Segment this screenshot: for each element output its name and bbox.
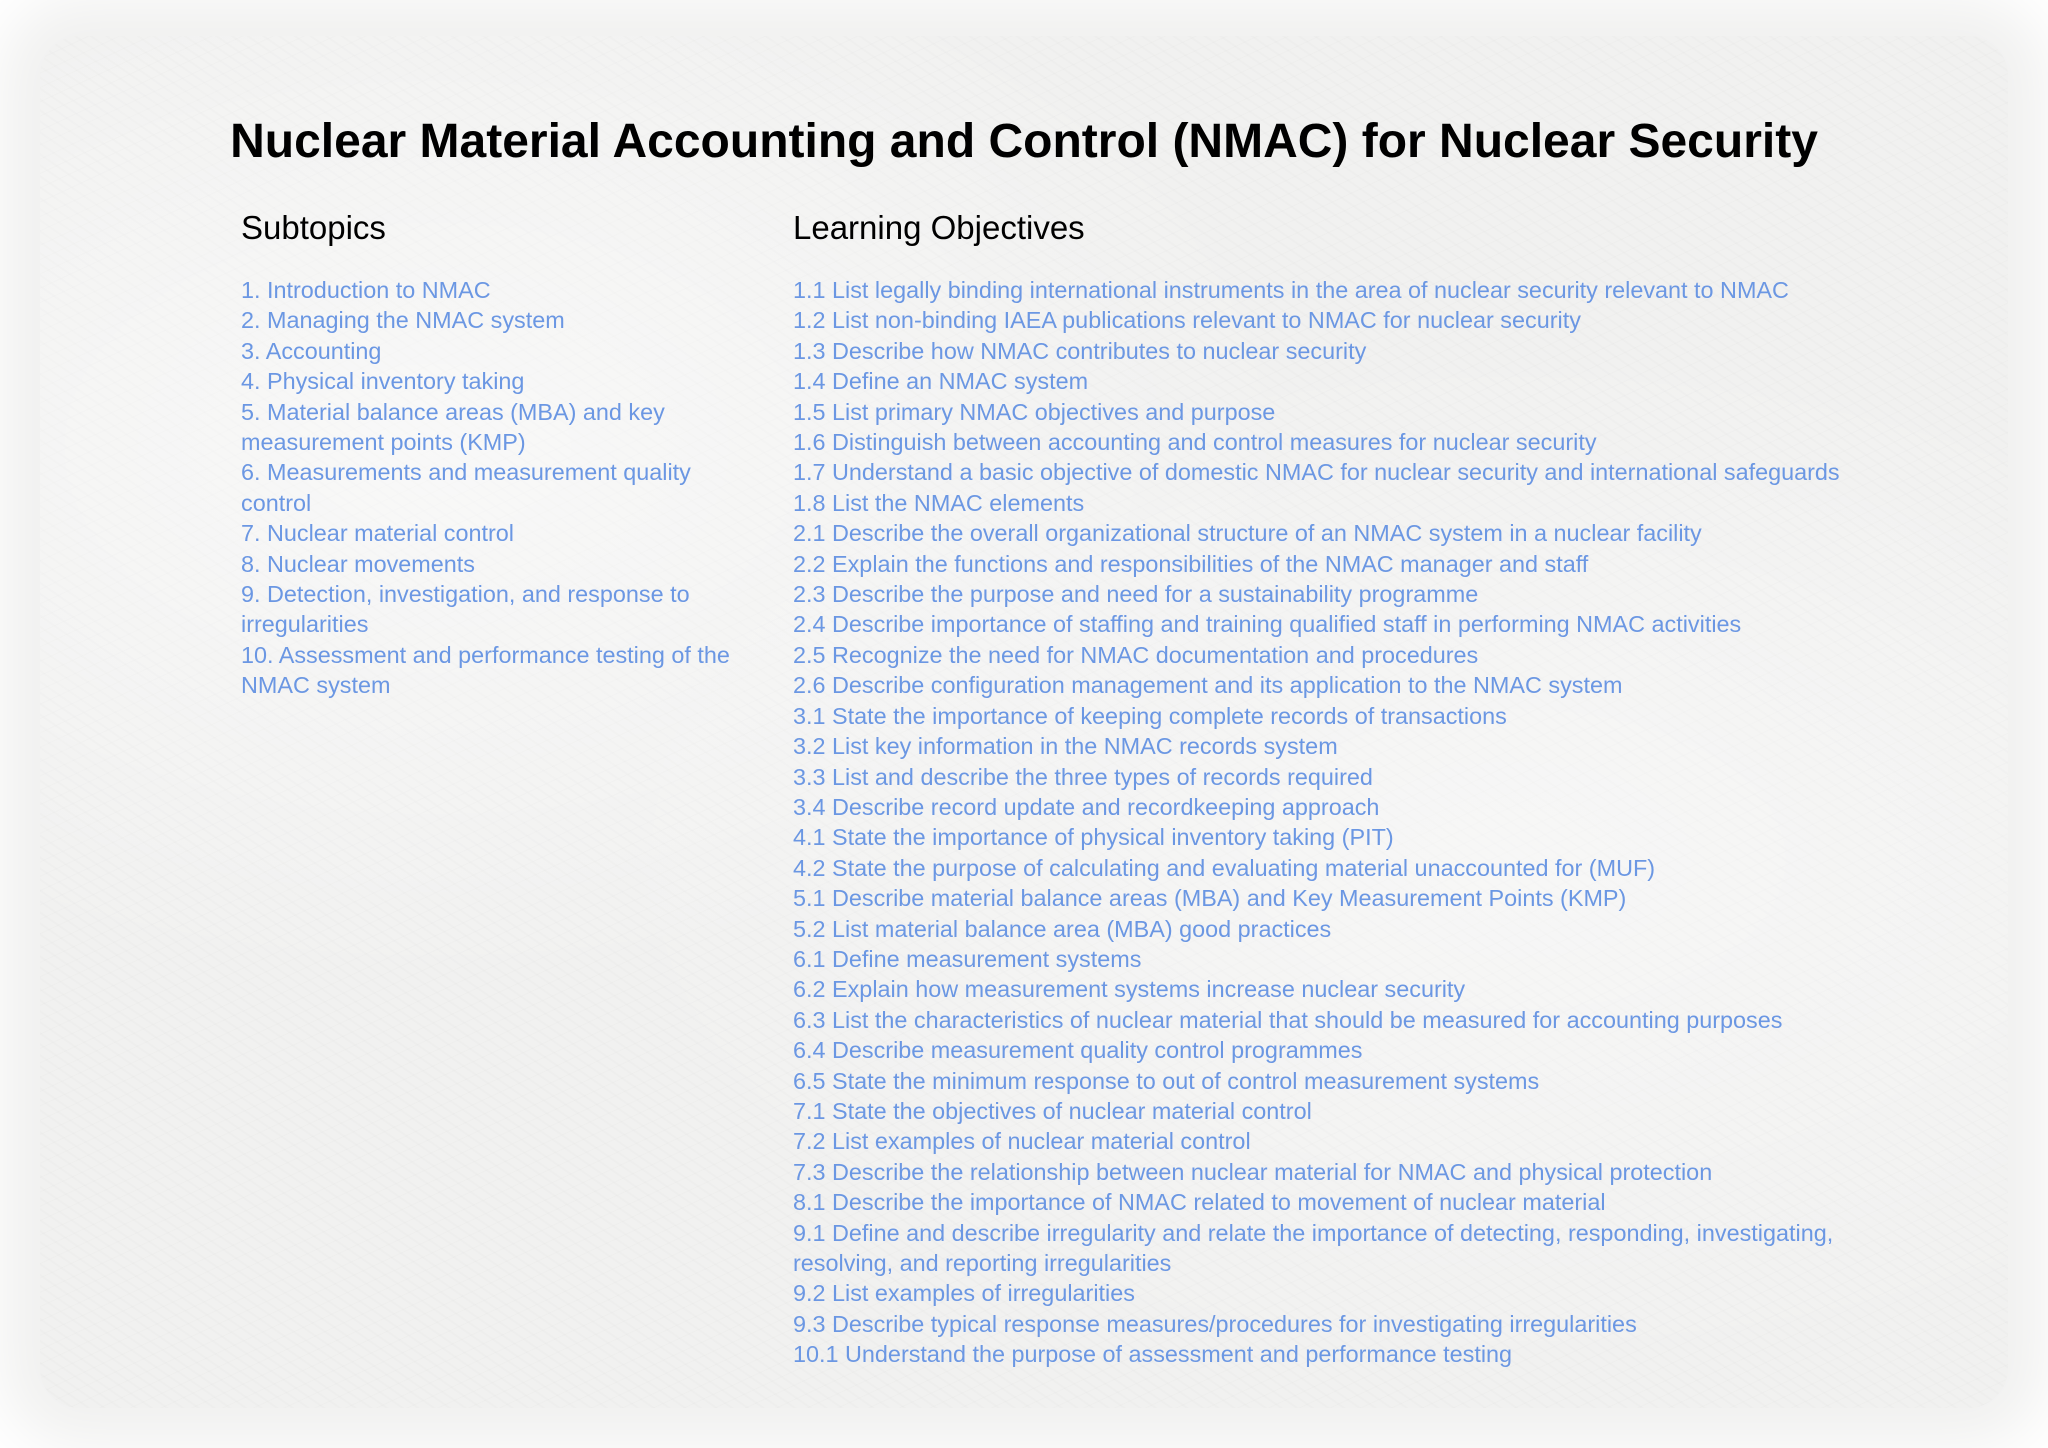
page-title: Nuclear Material Accounting and Control (NMAC) for Nuclear Security [230,115,1818,168]
subtopic-item: 3. Accounting [241,337,382,364]
objective-item: 7.2 List examples of nuclear material control [793,1128,1251,1155]
learning-objectives-list [793,275,1903,1370]
objective-item: 2.4 Describe importance of staffing and training qualified staff in performing NMAC activities [793,611,1742,638]
subtopic-item: 10. Assessment and performance testing of the NMAC system [241,641,730,699]
subtopics-list [241,275,731,701]
objective-item: 5.1 Describe material balance areas (MBA) and Key Measurement Points (KMP) [793,885,1627,912]
objective-item: 3.3 List and describe the three types of records required [793,763,1373,790]
objective-item: 9.2 List examples of irregularities [793,1280,1135,1307]
objective-item: 2.2 Explain the functions and responsibilities of the NMAC manager and staff [793,550,1589,577]
objective-item: 6.4 Describe measurement quality control programmes [793,1037,1363,1064]
learning-objectives-heading: Learning Objectives [793,209,1085,246]
objective-item: 3.1 State the importance of keeping complete records of transactions [793,702,1507,729]
objective-item: 4.2 State the purpose of calculating and evaluating material unaccounted for (MUF) [793,854,1656,881]
objective-item: 7.3 Describe the relationship between nuclear material for NMAC and physical protection [793,1158,1713,1185]
subtopic-item: 1. Introduction to NMAC [241,277,491,303]
objective-item: 2.6 Describe configuration management and its application to the NMAC system [793,672,1623,699]
objective-item: 1.4 Define an NMAC system [793,368,1089,395]
subtopic-item: 4. Physical inventory taking [241,368,525,395]
objective-item: 6.1 Define measurement systems [793,945,1142,972]
objective-item: 1.5 List primary NMAC objectives and purpose [793,398,1276,425]
objective-item: 10.1 Understand the purpose of assessment and performance testing [793,1341,1513,1368]
objective-item: 2.5 Recognize the need for NMAC documentation and procedures [793,641,1479,668]
objective-item: 8.1 Describe the importance of NMAC related to movement of nuclear material [793,1189,1606,1216]
subtopic-item: 7. Nuclear material control [241,520,515,547]
objective-item: 1.2 List non-binding IAEA publications relevant to NMAC for nuclear security [793,307,1581,334]
objective-item: 4.1 State the importance of physical inventory taking (PIT) [793,824,1394,851]
subtopic-item: 2. Managing the NMAC system [241,307,565,334]
objective-item: 2.3 Describe the purpose and need for a sustainability programme [793,581,1479,608]
objective-item: 2.1 Describe the overall organizational structure of an NMAC system in a nuclear facility [793,520,1702,547]
objective-item: 1.6 Distinguish between accounting and control measures for nuclear security [793,429,1597,456]
objective-item: 3.4 Describe record update and recordkeeping approach [793,793,1380,820]
objective-item: 6.3 List the characteristics of nuclear material that should be measured for accounting purposes [793,1006,1783,1033]
objective-item: 1.1 List legally binding international instruments in the area of nuclear security relevant to NMAC [793,277,1789,303]
subtopic-item: 8. Nuclear movements [241,550,475,577]
subtopic-item: 9. Detection, investigation, and response to irregularities [241,581,690,638]
objective-item: 6.5 State the minimum response to out of control measurement systems [793,1067,1540,1094]
objective-item: 6.2 Explain how measurement systems increase nuclear security [793,976,1466,1003]
objective-item: 5.2 List material balance area (MBA) good practices [793,915,1332,942]
subtopic-item: 6. Measurements and measurement quality control [241,459,691,516]
objective-item: 9.3 Describe typical response measures/procedures for investigating irregularities [793,1310,1637,1337]
subtopic-item: 5. Material balance areas (MBA) and key measurement points (KMP) [241,398,665,456]
objective-item: 1.7 Understand a basic objective of domestic NMAC for nuclear security and international safeguards [793,459,1840,486]
objective-item: 1.8 List the NMAC elements [793,489,1085,516]
objective-item: 7.1 State the objectives of nuclear material control [793,1097,1312,1124]
objective-item: 3.2 List key information in the NMAC records system [793,733,1338,760]
objective-item: 1.3 Describe how NMAC contributes to nuclear security [793,337,1367,364]
objective-item: 9.1 Define and describe irregularity and relate the importance of detecting, responding, investigating, resolving, and reporting irregularities [793,1219,1834,1276]
subtopics-heading: Subtopics [241,209,386,246]
